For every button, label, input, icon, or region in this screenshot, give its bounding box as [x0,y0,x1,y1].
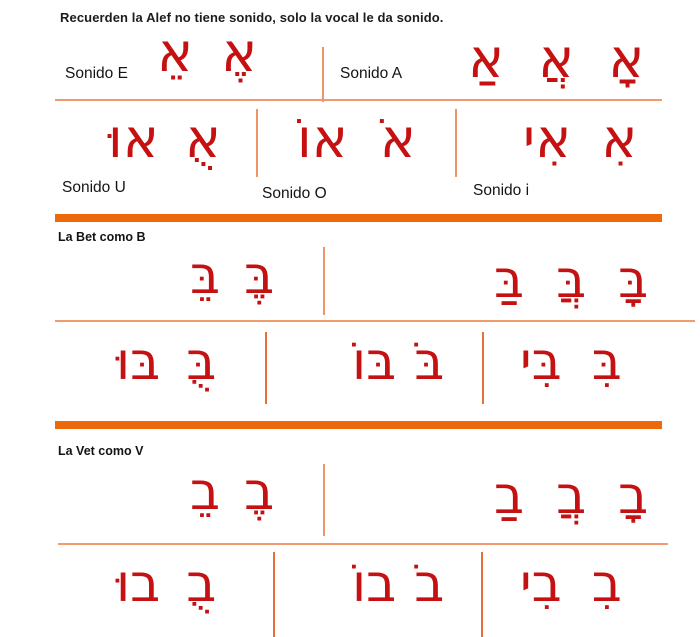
sonido-e-label: Sonido E [65,65,128,82]
hebrew-word-alef-hiriq-yod: אִי [523,107,572,170]
bet-row2-o-glyphs [352,332,445,392]
hebrew-word-vet-holam: בֹ [414,554,445,614]
bet-section-header: La Bet como B [58,230,146,244]
hebrew-word-alef-holam-vav: אוֹ [297,107,348,170]
hebrew-word-vet-patach: בַ [494,466,525,526]
vet-row2-i-glyphs [520,554,622,614]
sonido-i-glyphs [523,107,638,170]
sonido-a-glyphs [468,27,645,90]
hebrew-word-bet-holam: בֹּ [414,332,445,392]
bet-row1-right-glyphs [494,250,649,310]
hebrew-word-bet-segol: בֶּ [244,246,275,306]
hebrew-word-vet-tsere: בֵ [190,462,221,522]
bet-row2-divider-1 [265,332,267,404]
hebrew-word-bet-patach: בַּ [494,250,525,310]
vet-row2-u-glyphs [116,554,217,614]
column-divider-u-o [256,109,258,177]
bet-row1-left-glyphs [190,246,275,306]
hebrew-word-alef-kubutz: אֻ [184,107,221,170]
hebrew-word-bet-hiriq: בִּ [591,332,622,392]
hebrew-word-vet-hiriq: בִ [591,554,622,614]
hebrew-word-alef-holam: אֹ [379,107,416,170]
section-divider-bar-2 [55,421,662,429]
hebrew-word-vet-hiriq-yod: בִי [520,554,562,614]
sonido-o-label: Sonido O [262,185,327,202]
hebrew-word-bet-hiriq-yod: בִּי [520,332,562,392]
section-divider-bar-1 [55,214,662,222]
hebrew-word-alef-tsere: אֵ [157,21,194,84]
vet-row2-divider-2 [481,552,483,637]
hebrew-word-alef-hiriq: אִ [601,107,638,170]
hebrew-word-vet-kubutz: בֻ [186,554,217,614]
hebrew-word-bet-holam-vav: בּוֹ [352,332,397,392]
vet-section-header: La Vet como V [58,444,144,458]
sonido-a-label: Sonido A [340,65,403,82]
hebrew-word-bet-tsere: בֵּ [190,246,221,306]
column-divider-o-i [455,109,457,177]
hebrew-word-bet-shuruk: בּוּ [116,332,161,392]
sonido-e-glyphs [157,21,258,84]
sonido-u-label: Sonido U [62,179,126,196]
row-divider-line-3 [58,543,668,545]
hebrew-word-vet-segol: בֶ [244,462,275,522]
hebrew-word-vet-kamatz: בָ [618,466,649,526]
sonido-u-glyphs [108,107,221,170]
bet-row2-i-glyphs [520,332,622,392]
sonido-o-glyphs [297,107,416,170]
row-divider-line-1 [55,99,662,101]
column-divider-e-a [322,47,324,102]
bet-row1-divider [323,247,325,315]
hebrew-word-alef-patach: אַ [468,27,505,90]
hebrew-word-bet-kamatz: בָּ [618,250,649,310]
vet-row2-o-glyphs [352,554,445,614]
instruction-note: Recuerden la Alef no tiene sonido, solo la vocal le da sonido. [60,10,444,25]
vet-row1-right-glyphs [494,466,649,526]
hebrew-word-bet-hataf-patach: בֲּ [556,250,587,310]
vet-row1-left-glyphs [190,462,275,522]
hebrew-word-vet-hataf-patach: בֲ [556,466,587,526]
hebrew-word-alef-hataf-patach: אֲ [538,27,575,90]
hebrew-word-alef-kamatz: אָ [608,27,645,90]
hebrew-word-vet-shuruk: בוּ [116,554,161,614]
vet-row2-divider-1 [273,552,275,637]
hebrew-word-vet-holam-vav: בוֹ [352,554,397,614]
hebrew-word-bet-kubutz: בֻּ [186,332,217,392]
sonido-i-label: Sonido i [473,182,530,199]
hebrew-word-alef-shuruk: אוּ [108,107,159,170]
bet-row2-divider-2 [482,332,484,404]
vet-row1-divider [323,464,325,536]
row-divider-line-2 [55,320,695,322]
hebrew-word-alef-segol: אֶ [221,21,258,84]
bet-row2-u-glyphs [116,332,217,392]
